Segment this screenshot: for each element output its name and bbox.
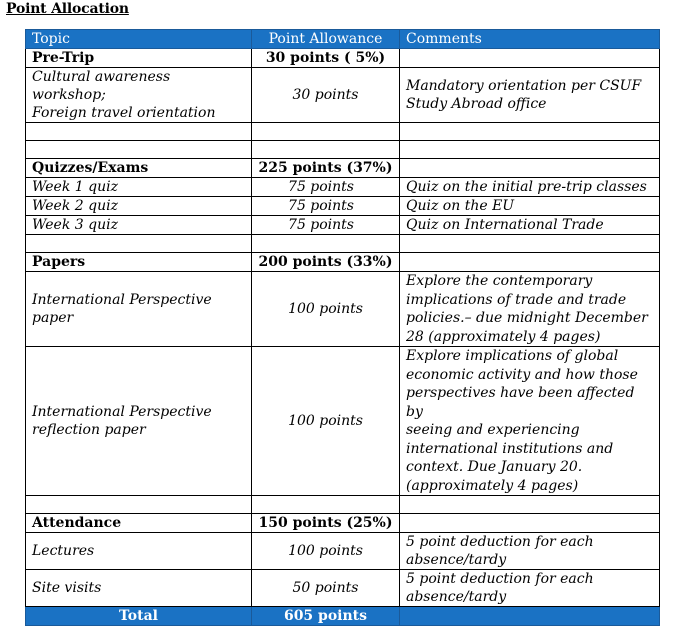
- table-row: [26, 347, 660, 496]
- section-heading: Quizzes/Exams: [26, 159, 252, 178]
- section-row-papers: [26, 253, 660, 272]
- section-row-attendance: [26, 514, 660, 533]
- blank-row: [26, 235, 660, 253]
- total-comment-empty: [400, 607, 660, 626]
- section-comment-empty: [400, 49, 660, 68]
- row-topic: [26, 68, 252, 123]
- row-points: 100 points: [252, 272, 400, 347]
- row-topic: Lectures: [26, 533, 252, 570]
- total-label: Total: [26, 607, 252, 626]
- topic-line: Cultural awareness workshop;: [32, 69, 171, 103]
- section-points: 225 points (37%): [252, 159, 400, 178]
- header-allowance: Point Allowance: [252, 30, 400, 49]
- section-row-pretrip: [26, 49, 660, 68]
- comment-line: Study Abroad office: [406, 96, 547, 112]
- section-comment-empty: [400, 253, 660, 272]
- row-points: 75 points: [252, 197, 400, 216]
- row-topic: Week 1 quiz: [26, 178, 252, 197]
- row-comment: [400, 533, 660, 570]
- table-header-row: [26, 30, 660, 49]
- row-topic: [26, 272, 252, 347]
- table-row: [26, 68, 660, 123]
- topic-line: International Perspective: [32, 292, 212, 308]
- point-allocation-table: [25, 29, 660, 626]
- comment-line: 28 (approximately 4 pages): [406, 328, 601, 345]
- row-comment: Quiz on International Trade: [400, 216, 660, 235]
- comment-line: Mandatory orientation per CSUF: [406, 78, 642, 94]
- blank-row: [26, 141, 660, 159]
- row-points: 50 points: [252, 570, 400, 607]
- section-points: 150 points (25%): [252, 514, 400, 533]
- row-comment: Quiz on the initial pre-trip classes: [400, 178, 660, 197]
- header-comments: Comments: [400, 30, 660, 49]
- row-points: 100 points: [252, 533, 400, 570]
- comment-line: implications of trade and trade: [406, 291, 627, 308]
- comment-line: policies.– due midnight December: [406, 310, 648, 326]
- row-comment: [400, 68, 660, 123]
- row-points: 100 points: [252, 347, 400, 496]
- section-points: 200 points (33%): [252, 253, 400, 272]
- row-comment: [400, 347, 660, 496]
- blank-row: [26, 496, 660, 514]
- topic-line: Foreign travel orientation: [32, 105, 216, 121]
- row-comment: Quiz on the EU: [400, 197, 660, 216]
- table-row: [26, 570, 660, 607]
- comment-line: 5 point deduction for each: [406, 571, 594, 587]
- section-heading: Attendance: [26, 514, 252, 533]
- page-title: Point Allocation: [6, 1, 129, 17]
- topic-line: paper: [32, 310, 74, 326]
- section-heading: Pre-Trip: [26, 49, 252, 68]
- comment-line: perspectives have been affected by: [406, 385, 635, 420]
- comment-line: absence/tardy: [406, 552, 507, 568]
- row-topic: Site visits: [26, 570, 252, 607]
- row-points: 30 points: [252, 68, 400, 123]
- table-row: [26, 533, 660, 570]
- comment-line: absence/tardy: [406, 589, 507, 605]
- row-topic: Week 3 quiz: [26, 216, 252, 235]
- section-comment-empty: [400, 514, 660, 533]
- topic-line: International Perspective: [32, 404, 212, 420]
- total-row: [26, 607, 660, 626]
- comment-line: seeing and experiencing: [406, 422, 580, 438]
- comment-line: context. Due January 20.: [406, 459, 583, 475]
- section-points: 30 points ( 5%): [252, 49, 400, 68]
- row-comment: [400, 272, 660, 347]
- table-row: [26, 197, 660, 216]
- blank-row: [26, 123, 660, 141]
- section-comment-empty: [400, 159, 660, 178]
- comment-line: Explore implications of global: [406, 348, 619, 364]
- comment-line: 5 point deduction for each: [406, 534, 594, 550]
- header-topic: Topic: [26, 30, 252, 49]
- row-comment: [400, 570, 660, 607]
- row-points: 75 points: [252, 178, 400, 197]
- row-topic: Week 2 quiz: [26, 197, 252, 216]
- comment-line: international institutions and: [406, 440, 614, 457]
- table-row: [26, 216, 660, 235]
- row-points: 75 points: [252, 216, 400, 235]
- section-row-quizzes: [26, 159, 660, 178]
- comment-line: Explore the contemporary: [406, 273, 593, 289]
- row-topic: [26, 347, 252, 496]
- table-row: [26, 272, 660, 347]
- comment-line: economic activity and how those: [406, 366, 638, 383]
- topic-line: reflection paper: [32, 422, 146, 438]
- section-heading: Papers: [26, 253, 252, 272]
- comment-line: (approximately 4 pages): [406, 477, 579, 494]
- total-points: 605 points: [252, 607, 400, 626]
- table-row: [26, 178, 660, 197]
